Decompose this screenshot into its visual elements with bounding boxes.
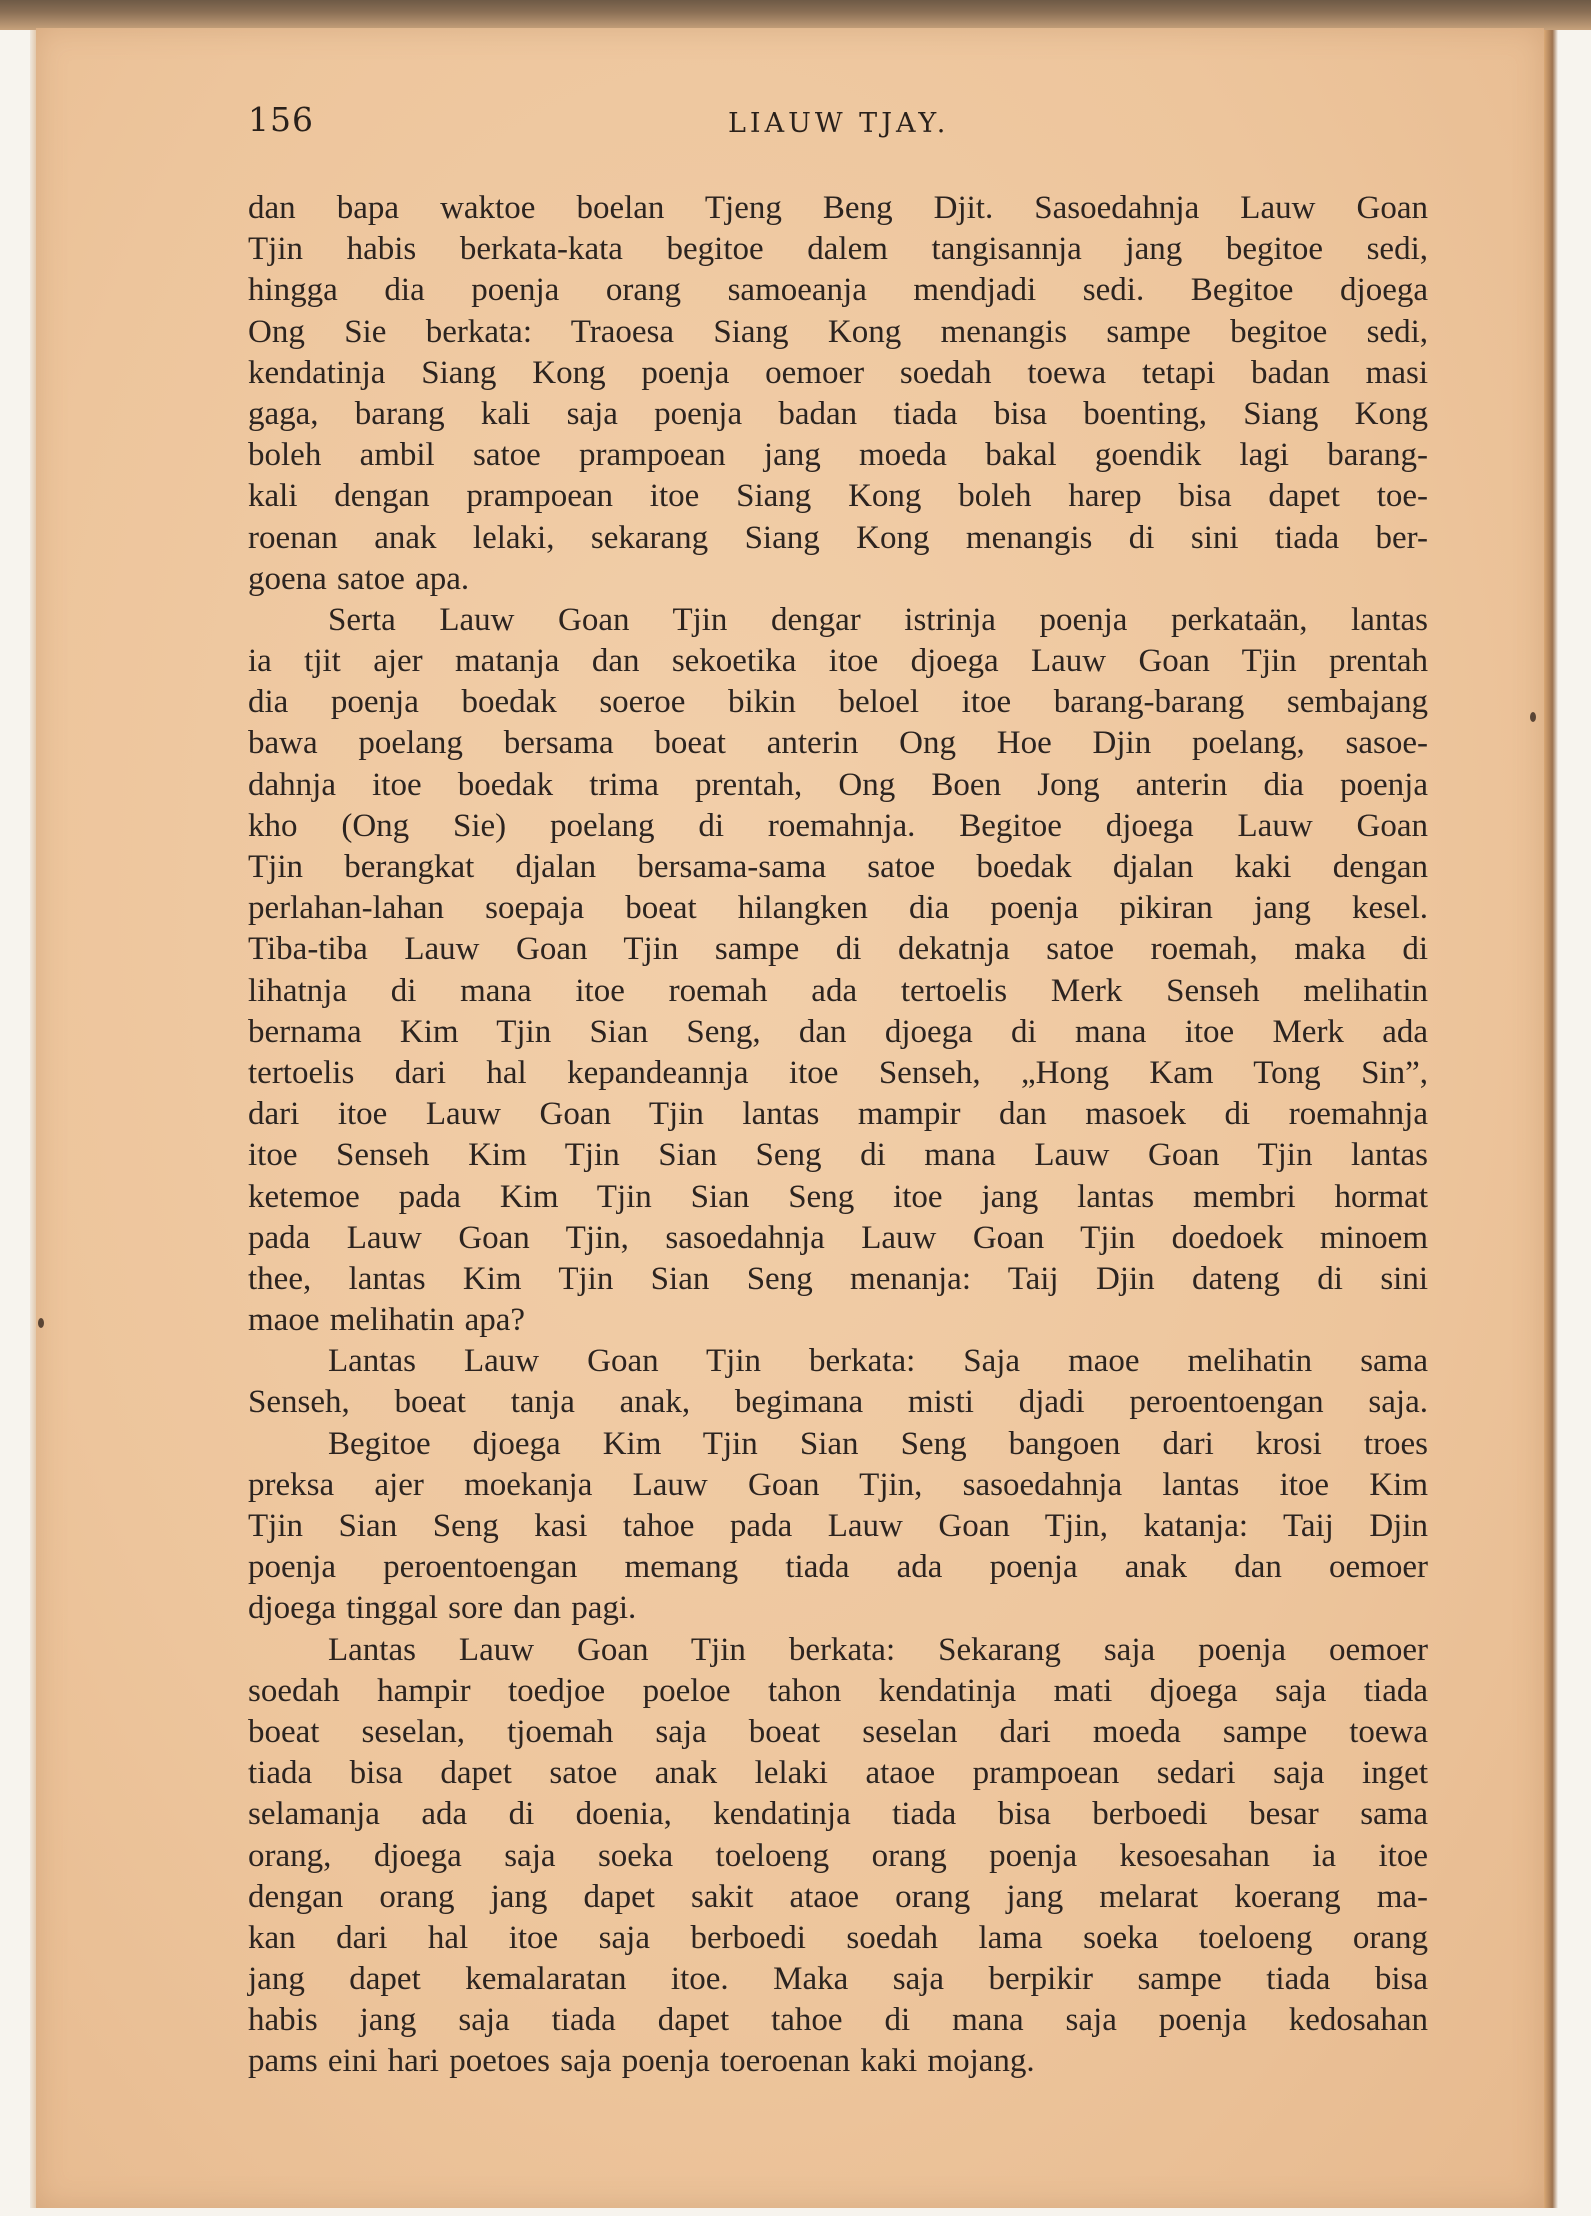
text-line: dahnja itoe boedak trima prentah, Ong Boen Jong anterin dia poenja [248, 766, 1428, 803]
text-line: tiada bisa dapet satoe anak lelaki ataoe prampoean sedari saja inget [248, 1755, 1428, 1792]
page-right-edge [1544, 30, 1558, 2208]
text-line: dan bapa waktoe boelan Tjeng Beng Djit. Sasoedahnja Lauw Goan [248, 190, 1428, 226]
text-line: kali dengan prampoean itoe Siang Kong boleh harep bisa dapet toe- [248, 478, 1428, 515]
text-line: selamanja ada di doenia, kendatinja tiada bisa berboedi besar sama [248, 1796, 1428, 1833]
book-top-edge [0, 0, 1591, 30]
text-line: Begitoe djoega Kim Tjin Sian Seng bangoen dari krosi troes [328, 1425, 1428, 1462]
text-line: roenan anak lelaki, sekarang Siang Kong menangis di sini tiada ber- [248, 519, 1428, 556]
text-line: habis jang saja tiada dapet tahoe di mana saja poenja kedosahan [248, 2002, 1428, 2039]
text-line: Senseh, boeat tanja anak, begimana misti djadi peroentoengan saja. [248, 1384, 1428, 1421]
text-line: dari itoe Lauw Goan Tjin lantas mampir dan masoek di roemahnja [248, 1096, 1428, 1133]
text-line: perlahan-lahan soepaja boeat hilangken dia poenja pikiran jang kesel. [248, 890, 1428, 927]
page-number: 156 [248, 100, 314, 139]
text-line: Tjin habis berkata-kata begitoe dalem tangisannja jang begitoe sedi, [248, 231, 1428, 268]
text-line: bernama Kim Tjin Sian Seng, dan djoega di mana itoe Merk ada [248, 1013, 1428, 1050]
text-line: ia tjit ajer matanja dan sekoetika itoe djoega Lauw Goan Tjin prentah [248, 643, 1428, 680]
text-line: itoe Senseh Kim Tjin Sian Seng di mana Lauw Goan Tjin lantas [248, 1137, 1428, 1174]
text-line: preksa ajer moekanja Lauw Goan Tjin, sasoedahnja lantas itoe Kim [248, 1466, 1428, 1503]
text-line: soedah hampir toedjoe poeloe tahon kendatinja mati djoega saja tiada [248, 1672, 1428, 1709]
text-line: orang, djoega saja soeka toeloeng orang poenja kesoesahan ia itoe [248, 1837, 1428, 1874]
text-line: thee, lantas Kim Tjin Sian Seng menanja: Taij Djin dateng di sini [248, 1260, 1428, 1297]
text-line: pada Lauw Goan Tjin, sasoedahnja Lauw Goan Tjin doedoek minoem [248, 1219, 1428, 1256]
text-line: Lantas Lauw Goan Tjin berkata: Sekarang saja poenja oemoer [328, 1631, 1428, 1668]
text-line: Lantas Lauw Goan Tjin berkata: Saja maoe melihatin sama [328, 1343, 1428, 1380]
text-line: lihatnja di mana itoe roemah ada tertoelis Merk Senseh melihatin [248, 972, 1428, 1009]
text-line: dengan orang jang dapet sakit ataoe orang jang melarat koerang ma- [248, 1878, 1428, 1915]
text-line: gaga, barang kali saja poenja badan tiada bisa boenting, Siang Kong [248, 395, 1428, 432]
text-line: jang dapet kemalaratan itoe. Maka saja berpikir sampe tiada bisa [248, 1961, 1428, 1998]
text-line: kho (Ong Sie) poelang di roemahnja. Begitoe djoega Lauw Goan [248, 807, 1428, 844]
text-line: djoega tinggal sore dan pagi. [248, 1590, 637, 1627]
text-line: maoe melihatin apa? [248, 1302, 526, 1339]
running-head: LIAUW TJAY. [728, 108, 950, 139]
text-line: bawa poelang bersama boeat anterin Ong Hoe Djin poelang, sasoe- [248, 725, 1428, 762]
text-line: Ong Sie berkata: Traoesa Siang Kong menangis sampe begitoe sedi, [248, 313, 1428, 350]
page-header [248, 100, 1428, 150]
text-line: pams eini hari poetoes saja poenja toeroenan kaki mojang. [248, 2043, 1035, 2080]
ink-speck [38, 1318, 44, 1328]
text-line: kan dari hal itoe saja berboedi soedah lama soeka toeloeng orang [248, 1919, 1428, 1956]
text-line: kendatinja Siang Kong poenja oemoer soedah toewa tetapi badan masi [248, 354, 1428, 391]
text-line: Tjin berangkat djalan bersama-sama satoe boedak djalan kaki dengan [248, 849, 1428, 885]
text-line: tertoelis dari hal kepandeannja itoe Senseh, „Hong Kam Tong Sin”, [248, 1054, 1428, 1091]
text-line: boeat seselan, tjoemah saja boeat seselan dari moeda sampe toewa [248, 1713, 1428, 1750]
text-line: Tiba-tiba Lauw Goan Tjin sampe di dekatnja satoe roemah, maka di [248, 931, 1428, 968]
text-line: Tjin Sian Seng kasi tahoe pada Lauw Goan Tjin, katanja: Taij Djin [248, 1508, 1428, 1544]
text-line: goena satoe apa. [248, 560, 470, 597]
ink-speck [1530, 712, 1536, 722]
text-line: poenja peroentoengan memang tiada ada poenja anak dan oemoer [248, 1549, 1428, 1586]
text-line: dia poenja boedak soeroe bikin beloel itoe barang-barang sembajang [248, 684, 1428, 721]
text-line: boleh ambil satoe prampoean jang moeda bakal goendik lagi barang- [248, 437, 1428, 474]
body-text [248, 188, 1428, 2083]
text-line: ketemoe pada Kim Tjin Sian Seng itoe jang lantas membri hormat [248, 1178, 1428, 1215]
text-line: Serta Lauw Goan Tjin dengar istrinja poenja perkataän, lantas [328, 601, 1428, 638]
text-line: hingga dia poenja orang samoeanja mendjadi sedi. Begitoe djoega [248, 272, 1428, 309]
